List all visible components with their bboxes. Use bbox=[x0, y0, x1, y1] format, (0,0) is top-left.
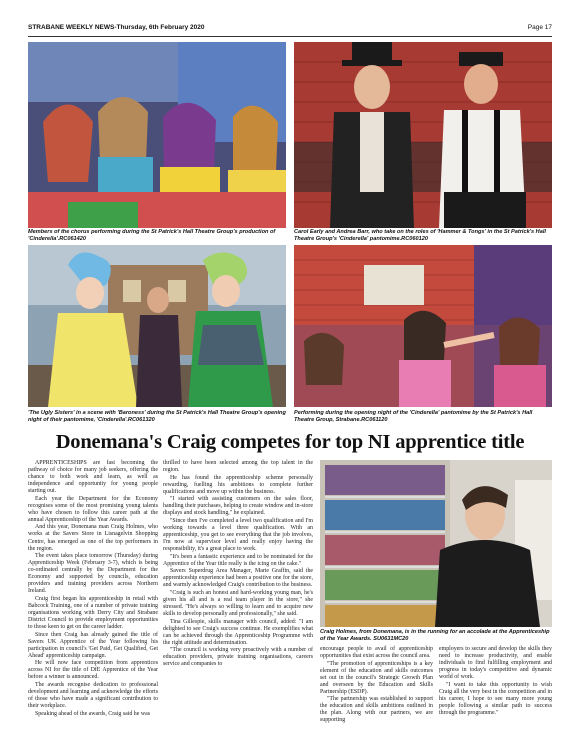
article-paragraph: "It's been a fantastic experience and to be nominated for the Apprentice of the Year title really is the icing on the cake." bbox=[163, 553, 313, 567]
photo-chorus-caption: Members of the chorus performing during the St Patrick's Hall Theatre Group's production of 'Cinderella'.RC061420 bbox=[28, 229, 276, 242]
article-paragraph: He has found the apprenticeship scheme personally rewarding, fuelling his ambitions to complete further qualifications and move up within the business. bbox=[163, 474, 313, 495]
article-column-4 bbox=[439, 646, 552, 717]
photo-ugly-sisters-caption: 'The Ugly Sisters' in a scene with 'Baroness' during the St Patrick's Hall Theatre Group's opening night of their pantomime, 'Cinderella'.RC061320 bbox=[28, 410, 286, 423]
photo-craig-holmes bbox=[320, 460, 552, 627]
photo-chorus bbox=[28, 42, 286, 228]
article-paragraph: encourage people to avail of apprenticeship opportunities that exist across the council area. bbox=[320, 646, 433, 660]
photo-ugly-sisters-image bbox=[28, 245, 286, 407]
photo-chorus-image bbox=[28, 42, 286, 228]
article-paragraph: Tina Gillespie, skills manager with council, added: "I am delighted to see Craig's success continue. He exemplifies what can be achieved through the Apprenticeship Programme with the right attitude and determination. bbox=[163, 618, 313, 646]
article-paragraph: The awards recognise dedication to professional development and learning and acknowledge the efforts of those who have made a significant contribution to their workplace. bbox=[28, 681, 158, 710]
article-paragraph: "I want to take this opportunity to wish Craig all the very best in the competition and in his career, I hope to see many more young people following a similar path to success through the programme." bbox=[439, 681, 552, 716]
article-paragraph: And this year, Donemana man Craig Holmes, who works at the Savers Store in Lisnagelvin Shopping Centre, has emerged as one of the top performers in the region. bbox=[28, 524, 158, 552]
newspaper-dateline: STRABANE WEEKLY NEWS-Thursday, 6th February 2020 bbox=[28, 24, 205, 31]
article-paragraph: "Craig is such an honest and hard-working young man, he's given his all and is a real team player in the store," she stressed. "He's always so willing to learn and to acquire new skills to develop personally and professionally," she said. bbox=[163, 589, 313, 617]
article-paragraph: Savers Superdrug Area Manager, Marie Graffin, said the apprenticeship experience had been a positive one for the store, and warmly acknowledged Craig's contribution to the business. bbox=[163, 568, 313, 589]
article-paragraph: Each year the Department for the Economy recognises some of the most promising young talents who have chosen to follow this career path at the annual Apprenticeship of the Year Awards. bbox=[28, 495, 158, 523]
article-column-3 bbox=[320, 646, 433, 725]
article-paragraph: Since then Craig has already gained the title of Savers UK Apprentice of the Year following his participation in council's 'Get Paid, Get Qualified, Get Ahead' apprenticeship campaign. bbox=[28, 631, 158, 659]
article-headline: Donemana's Craig competes for top NI apprentice title bbox=[55, 431, 525, 453]
article-paragraph: "I started with assisting customers on the sales floor, handling their purchases, helping to create window and in-store displays and stock handling," he explained. bbox=[163, 496, 313, 517]
photo-hammer-tongs-caption: Carol Early and Andrea Barr, who take on the roles of 'Hammer & Tongs' in the St Patrick's Hall Theatre Group's 'Cinderella' pantomime.RC060120 bbox=[294, 229, 546, 242]
article-paragraph: APPRENTICESHIPS are fast becoming the pathway of choice for many job seekers, offering the chance to both work and learn, as well as independence and opportunity for young people starting out. bbox=[28, 460, 158, 495]
article-paragraph: employers to secure and develop the skills they need to increase productivity, and enable individuals to find fulfilling employment and progress in today's competitive and dynamic world of work. bbox=[439, 646, 552, 681]
photo-hammer-tongs-image bbox=[294, 42, 552, 228]
article-paragraph: "The council is working very proactively with a number of education providers, private training organisations, careers service and companies to bbox=[163, 647, 313, 668]
article-paragraph: "Since then I've completed a level two qualification and I'm working towards a level three qualification. With an apprenticeship, you get to see everything that the job involves, I'm now at supervisor level and really enjoy having the responsibility, it's a great place to work. bbox=[163, 517, 313, 553]
photo-hammer-tongs bbox=[294, 42, 552, 228]
article-paragraph: Speaking ahead of the awards, Craig said he was bbox=[35, 710, 150, 717]
photo-craig-holmes-image bbox=[320, 460, 552, 627]
article-paragraph: The event takes place tomorrow (Thursday) during Apprenticeship Week (February 3-7), which is being co-ordinated centrally by the Department for the Economy and supported by councils, education providers and training providers across Northern Ireland. bbox=[28, 553, 158, 595]
article-paragraph: "The promotion of apprenticeships is a key element of the education and skills outcomes set out in the council's Strategic Growth Plan and overseen by the Education and Skills Partnership (ESDP). bbox=[320, 660, 433, 695]
article-paragraph: "The partnership was established to support the education and skills ambitions outlined in the plan. Along with our partners, we are supporting bbox=[320, 696, 433, 724]
article-paragraph: He will now face competition from apprentices across NI for the title of DfE Apprentice of the Year before a winner is announced. bbox=[28, 660, 158, 681]
article-paragraph: thrilled to have been selected among the top talent in the region. bbox=[163, 460, 313, 474]
photo-performers-caption: Performing during the opening night of the 'Cinderella' pantomime by the St Patrick's Hall Theatre Group, Strabane.RC061120 bbox=[294, 410, 533, 423]
photo-ugly-sisters bbox=[28, 245, 286, 407]
header-rule bbox=[28, 36, 552, 37]
page-header bbox=[28, 24, 552, 36]
page-number: Page 17 bbox=[527, 24, 552, 31]
article-column-2 bbox=[163, 460, 313, 669]
photo-performers-image bbox=[294, 245, 552, 407]
article-column-1 bbox=[28, 460, 158, 718]
photo-performers bbox=[294, 245, 552, 407]
article-paragraph: Craig first began his apprenticeship in retail with Babcock Training, one of a number of private training organisations working with Derry City and Strabane District Council to provide employment opportunities to those keen to get on the career ladder. bbox=[28, 595, 158, 631]
photo-craig-holmes-caption: Craig Holmes, from Donemana, is in the running for an accolade at the Apprenticeship of the Year Awards. SU0631MC20 bbox=[320, 629, 550, 642]
